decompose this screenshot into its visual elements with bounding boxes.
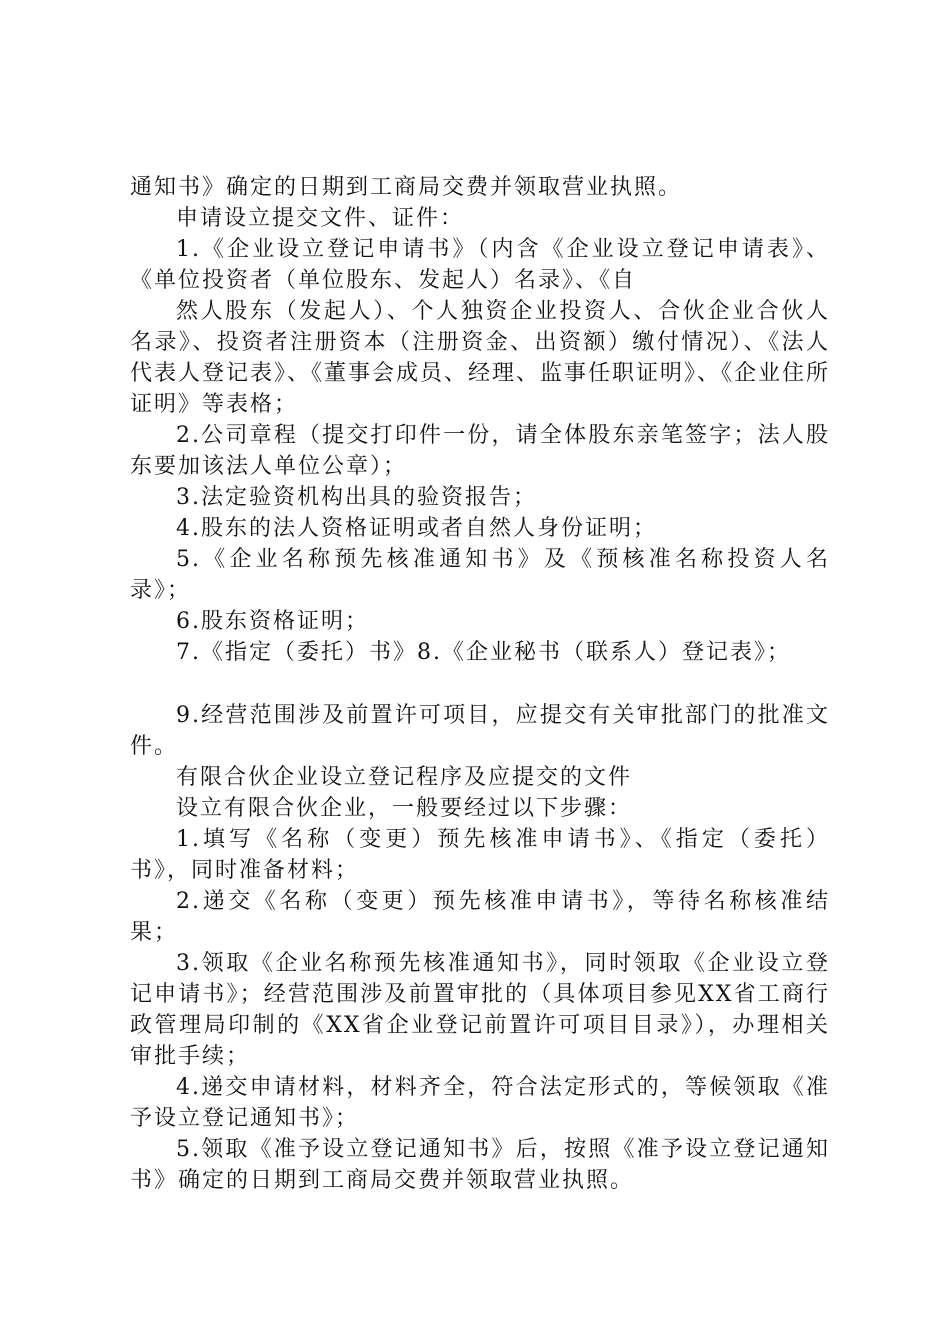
document-body — [130, 172, 830, 1196]
paragraph-6: 4.股东的法人资格证明或者自然人身份证明； — [176, 516, 657, 541]
paragraph-11: 有限合伙企业设立登记程序及应提交的文件 — [176, 765, 633, 790]
paragraph-5: 3.法定验资机构出具的验资报告； — [176, 485, 537, 510]
paragraph-4: 2.公司章程（提交打印件一份，请全体股东亲笔签字；法人股东要加该法人单位公章）； — [130, 423, 830, 479]
paragraph-3: 然人股东（发起人）、个人独资企业投资人、合伙企业合伙人名录》、投资者注册资本（注册资金、出资额）缴付情况）、《法人代表人登记表》、《董事会成员、经理、监事任职证明》、《企业住所证明》等表格； — [130, 299, 831, 417]
paragraph-1: 申请设立提交文件、证件： — [176, 206, 465, 231]
paragraph-7: 5.《企业名称预先核准通知书》及《预核准名称投资人名录》； — [130, 547, 830, 603]
paragraph-2: 1.《企业设立登记申请书》（内含《企业设立登记申请表》、《单位投资者（单位股东、发起人）名录》、《自 — [130, 237, 830, 293]
paragraph-12: 设立有限合伙企业，一般要经过以下步骤： — [176, 796, 633, 821]
paragraph-8: 6.股东资格证明； — [176, 609, 369, 634]
paragraph-13: 1.填写《名称（变更）预先核准申请书》、《指定（委托）书》，同时准备材料； — [130, 827, 830, 883]
paragraph-17: 5.领取《准予设立登记通知书》后，按照《准予设立登记通知书》确定的日期到工商局交费并领取营业执照。 — [130, 1137, 830, 1193]
paragraph-15: 3.领取《企业名称预先核准通知书》，同时领取《企业设立登记申请书》；经营范围涉及前置审批的（具体项目参见XX省工商行政管理局印制的《XX省企业登记前置许可项目目录》），办理相关审批手续； — [130, 951, 830, 1069]
paragraph-10: 9.经营范围涉及前置许可项目，应提交有关审批部门的批准文件。 — [130, 703, 830, 759]
paragraph-0: 通知书》确定的日期到工商局交费并领取营业执照。 — [130, 175, 683, 200]
paragraph-16: 4.递交申请材料，材料齐全，符合法定形式的，等候领取《准予设立登记通知书》； — [130, 1075, 830, 1131]
paragraph-gap — [130, 668, 830, 700]
paragraph-14: 2.递交《名称（变更）预先核准申请书》，等待名称核准结果； — [130, 889, 830, 945]
paragraph-9: 7.《指定（委托）书》8.《企业秘书（联系人）登记表》； — [176, 640, 791, 665]
